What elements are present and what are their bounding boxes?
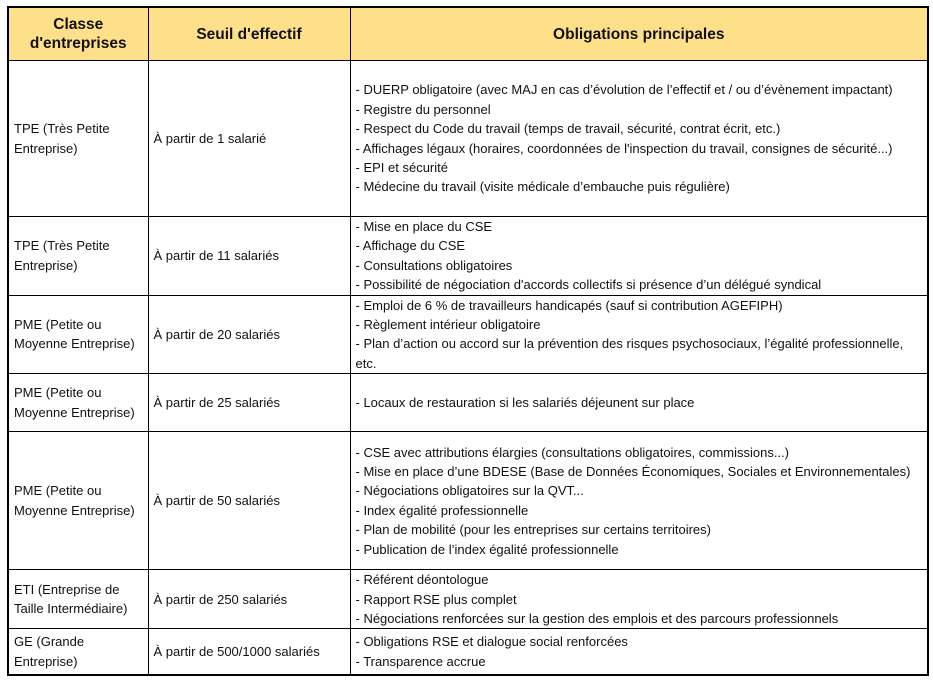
cell-obligations [350, 374, 928, 432]
table-row [8, 374, 928, 432]
obligations-table-wrapper [7, 6, 927, 676]
obligation-item: - Mise en place d’une BDESE (Base de Données Économiques, Sociales et Environnementales) [355, 463, 911, 479]
obligation-item: - Obligations RSE et dialogue social renforcées [355, 634, 628, 650]
obligation-item: - Consultations obligatoires [355, 257, 513, 273]
cell-seuil: À partir de 20 salariés [148, 295, 350, 374]
cell-classe: PME (Petite ou Moyenne Entreprise) [8, 295, 148, 374]
obligation-item: - EPI et sécurité [355, 159, 448, 175]
obligation-item: - Règlement intérieur obligatoire [355, 317, 541, 333]
obligation-item: - CSE avec attributions élargies (consultations obligatoires, commissions...) [355, 444, 790, 460]
cell-obligations [350, 61, 928, 217]
obligation-item: - Médecine du travail (visite médicale d’embauche puis régulière) [355, 179, 730, 195]
obligation-item: - Négociations renforcées sur la gestion des emplois et des parcours professionnels [355, 611, 839, 627]
obligation-item: - Mise en place du CSE [355, 219, 493, 234]
table-row [8, 61, 928, 217]
cell-obligations [350, 217, 928, 296]
cell-seuil: À partir de 50 salariés [148, 432, 350, 570]
cell-seuil: À partir de 25 salariés [148, 374, 350, 432]
obligation-item: - Affichage du CSE [355, 238, 466, 254]
header-seuil: Seuil d'effectif [148, 7, 350, 61]
cell-obligations [350, 295, 928, 374]
cell-classe: TPE (Très Petite Entreprise) [8, 61, 148, 217]
obligation-item: - Publication de l’index égalité professionnelle [355, 541, 619, 557]
header-classe: Classe d'entreprises [8, 7, 148, 61]
table-body [8, 61, 928, 675]
obligation-item: - Index égalité professionnelle [355, 502, 529, 518]
table-row [8, 432, 928, 570]
cell-classe: GE (Grande Entreprise) [8, 629, 148, 675]
obligation-item: - Négociations obligatoires sur la QVT... [355, 483, 584, 499]
cell-seuil: À partir de 11 salariés [148, 217, 350, 296]
header-row [8, 7, 928, 61]
cell-classe: ETI (Entreprise de Taille Intermédiaire) [8, 570, 148, 629]
cell-seuil: À partir de 500/1000 salariés [148, 629, 350, 675]
cell-classe: TPE (Très Petite Entreprise) [8, 217, 148, 296]
cell-obligations [350, 629, 928, 675]
cell-seuil: À partir de 250 salariés [148, 570, 350, 629]
cell-obligations [350, 432, 928, 570]
header-obligations: Obligations principales [350, 7, 928, 61]
cell-classe: PME (Petite ou Moyenne Entreprise) [8, 432, 148, 570]
obligation-item: - Plan d’action ou accord sur la prévention des risques psychosociaux, l’égalité professionnelle, etc. [355, 336, 904, 371]
obligation-item: - Transparence accrue [355, 653, 486, 669]
obligation-item: - Registre du personnel [355, 101, 491, 117]
obligation-item: - DUERP obligatoire (avec MAJ en cas d’évolution de l’effectif et / ou d’évènement impactant) [355, 82, 893, 98]
obligation-item: - Respect du Code du travail (temps de travail, sécurité, contrat écrit, etc.) [355, 121, 781, 137]
table-row [8, 217, 928, 296]
cell-classe: PME (Petite ou Moyenne Entreprise) [8, 374, 148, 432]
obligation-item: - Référent déontologue [355, 572, 489, 588]
obligation-item: - Plan de mobilité (pour les entreprises sur certains territoires) [355, 522, 711, 538]
table-row [8, 295, 928, 374]
table-row [8, 570, 928, 629]
table-row [8, 629, 928, 675]
cell-seuil: À partir de 1 salarié [148, 61, 350, 217]
obligation-item: - Affichages légaux (horaires, coordonnées de l'inspection du travail, consignes de sécurité...) [355, 140, 893, 156]
obligation-item: - Possibilité de négociation d'accords collectifs si présence d’un délégué syndical [355, 277, 822, 293]
obligation-item: - Rapport RSE plus complet [355, 591, 517, 607]
obligation-item: - Locaux de restauration si les salariés déjeunent sur place [355, 395, 695, 411]
obligation-item: - Emploi de 6 % de travailleurs handicapés (sauf si contribution AGEFIPH) [355, 297, 783, 313]
cell-obligations [350, 570, 928, 629]
obligations-table [7, 6, 929, 676]
